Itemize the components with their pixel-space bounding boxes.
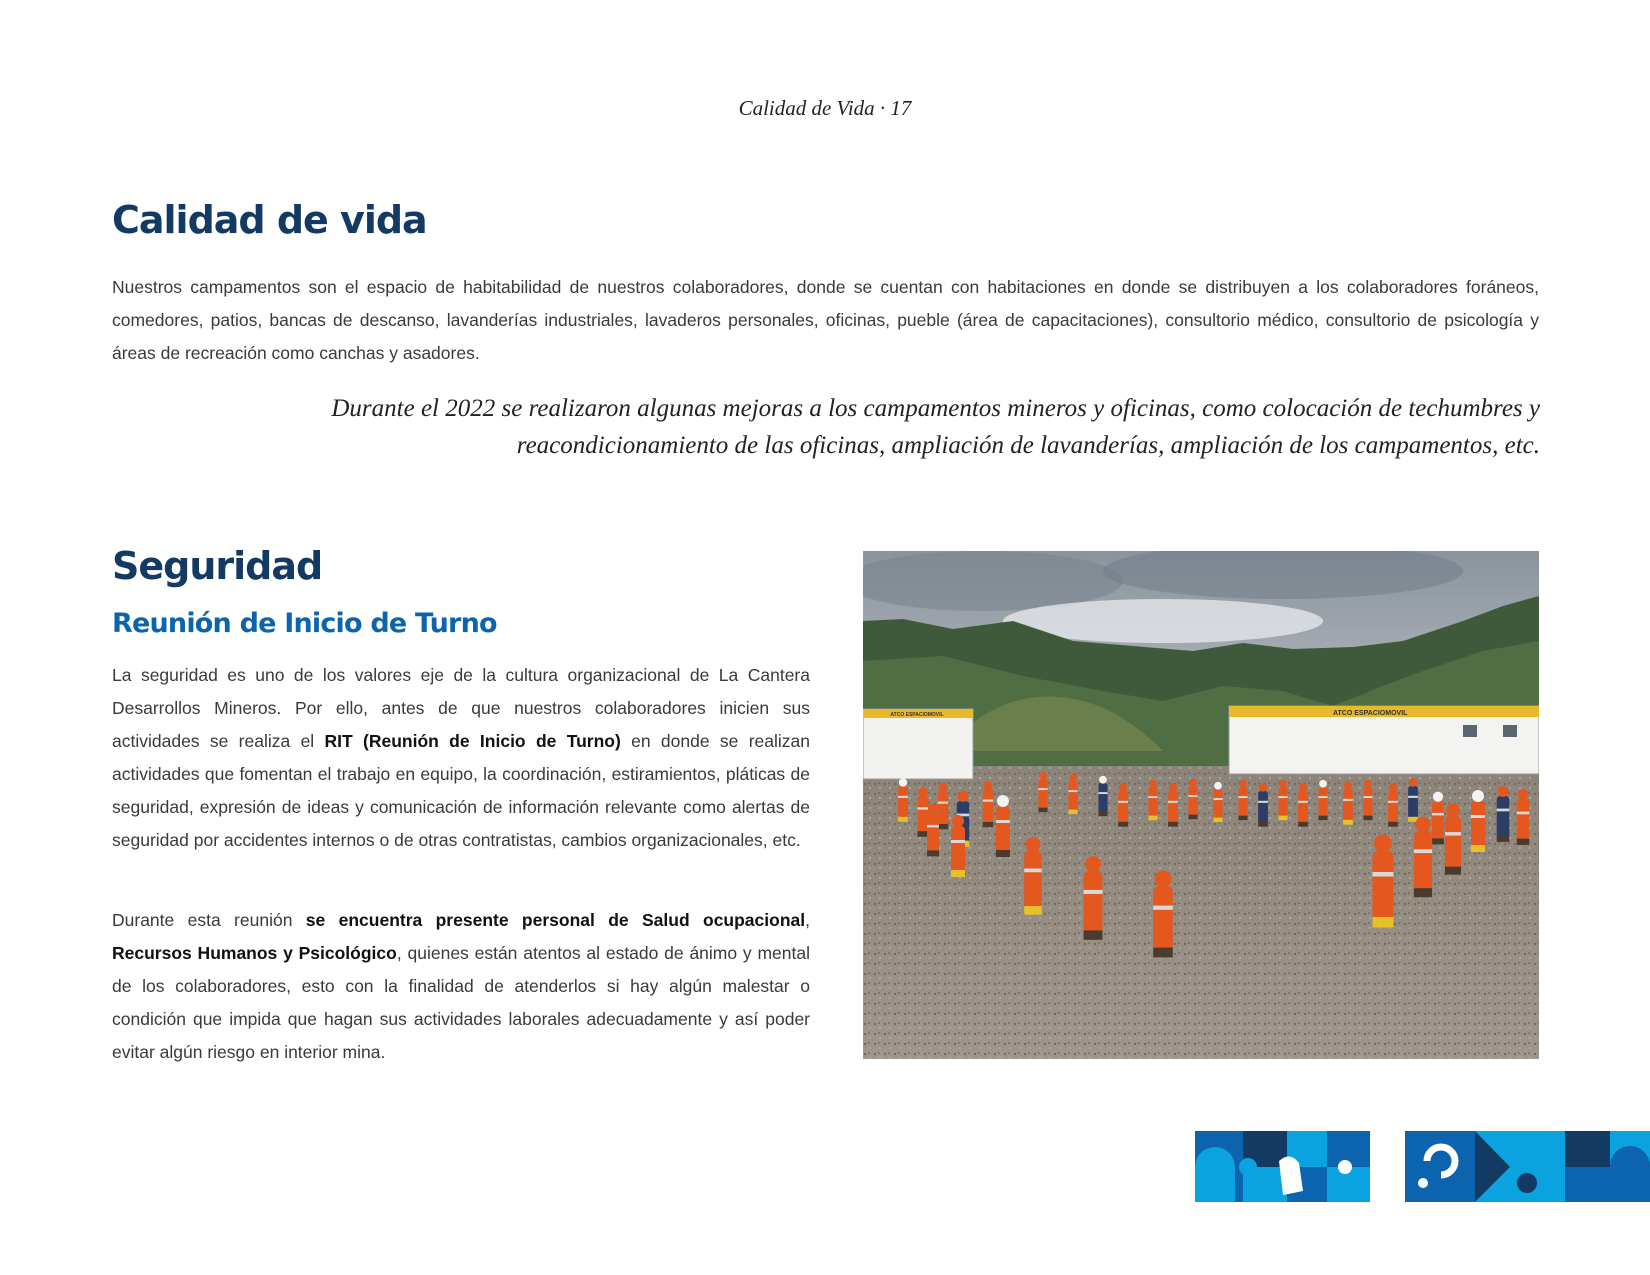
- worker-figure: [1373, 835, 1394, 928]
- worker-figure: [1278, 780, 1287, 820]
- worker-figure: [1148, 780, 1157, 820]
- worker-figure: [1445, 803, 1461, 874]
- section-title-seguridad: Seguridad: [112, 544, 323, 588]
- seguridad-paragraph-1: La seguridad es uno de los valores eje de la cultura organizacional de La Cantera Desarrollos Mineros. Por ello, antes de que nuestros colaboradores inicien sus actividades se realiza el RIT (Reunión de Inicio de Turno) en donde se realizan actividades que fomentan el trabajo en equipo, la coordinación, estiramientos, pláticas de seguridad, expresión de ideas y comunicación de información relevante como alertas de seguridad por accidentes internos o de otras contratistas, cambios organizacionales, etc.: [112, 665, 810, 850]
- worker-figure: [1298, 783, 1308, 826]
- section-title-calidad: Calidad de vida: [112, 198, 427, 242]
- worker-figure: [996, 795, 1010, 857]
- decorative-pattern-left: [1195, 1131, 1370, 1202]
- worker-figure: [1038, 772, 1047, 812]
- worker-figure: [1363, 780, 1372, 820]
- worker-figure: [1153, 871, 1173, 958]
- quote-line-2: reacondicionamiento de las oficinas, ampliación de lavanderías, ampliación de los campamentos, etc.: [516, 432, 1540, 459]
- decorative-pattern-right: [1405, 1131, 1650, 1202]
- worker-figure: [1432, 792, 1444, 845]
- worker-figure: [1517, 789, 1530, 845]
- worker-figure: [1098, 776, 1107, 816]
- worker-figure: [898, 778, 908, 821]
- worker-figure: [951, 815, 965, 877]
- quote-line-1: Durante el 2022 se realizaron algunas mejoras a los campamentos mineros y oficinas, como colocación de techumbres y: [331, 395, 1540, 422]
- worker-figure: [938, 783, 949, 830]
- highlight-quote: [300, 390, 1540, 464]
- trailer-right-sign: ATCO ESPACIOMOVIL: [1333, 710, 1408, 717]
- worker-figure: [1168, 783, 1178, 826]
- worker-figure: [1388, 783, 1398, 826]
- worker-figure: [1471, 790, 1485, 852]
- shift-meeting-photo: [863, 551, 1539, 1059]
- worker-figure: [1068, 774, 1077, 814]
- worker-figure: [1024, 837, 1042, 915]
- worker-figure: [1318, 780, 1327, 820]
- trailer-left: [863, 709, 973, 779]
- worker-figure: [1213, 782, 1222, 822]
- worker-figure: [1414, 817, 1432, 898]
- worker-figure: [1258, 783, 1268, 826]
- worker-figure: [927, 804, 939, 857]
- worker-figure: [917, 787, 928, 837]
- running-head: Calidad de Vida · 17: [738, 96, 912, 120]
- worker-figure: [1118, 783, 1128, 826]
- section-subtitle-rit: Reunión de Inicio de Turno: [112, 608, 497, 639]
- seguridad-paragraph-2: Durante esta reunión se encuentra presente personal de Salud ocupacional, Recursos Humanos y Psicológico, quienes están atentos al estado de ánimo y mental de los colaboradores, esto con la finalidad de atenderlos si hay algún malestar o condición que impida que hagan sus actividades laborales adecuadamente y así poder evitar algún riesgo en interior mina.: [112, 910, 810, 1062]
- worker-figure: [1343, 781, 1353, 824]
- worker-figure: [1238, 780, 1247, 820]
- worker-figure: [1497, 786, 1510, 842]
- worker-figure: [983, 781, 994, 828]
- calidad-paragraph: Nuestros campamentos son el espacio de habitabilidad de nuestros colaboradores, donde se cuentan con habitaciones en donde se distribuyen a los colaboradores foráneos, comedores, patios, bancas de descanso, lavanderías industriales, lavaderos personales, oficinas, pueble (área de capacitaciones), consultorio médico, consultorio de psicología y áreas de recreación como canchas y asadores.: [112, 277, 1539, 363]
- worker-figure: [1408, 778, 1418, 821]
- worker-figure: [1188, 779, 1197, 819]
- worker-figure: [1084, 856, 1103, 940]
- trailer-left-sign: ATCO ESPACIOMOVIL: [890, 712, 944, 718]
